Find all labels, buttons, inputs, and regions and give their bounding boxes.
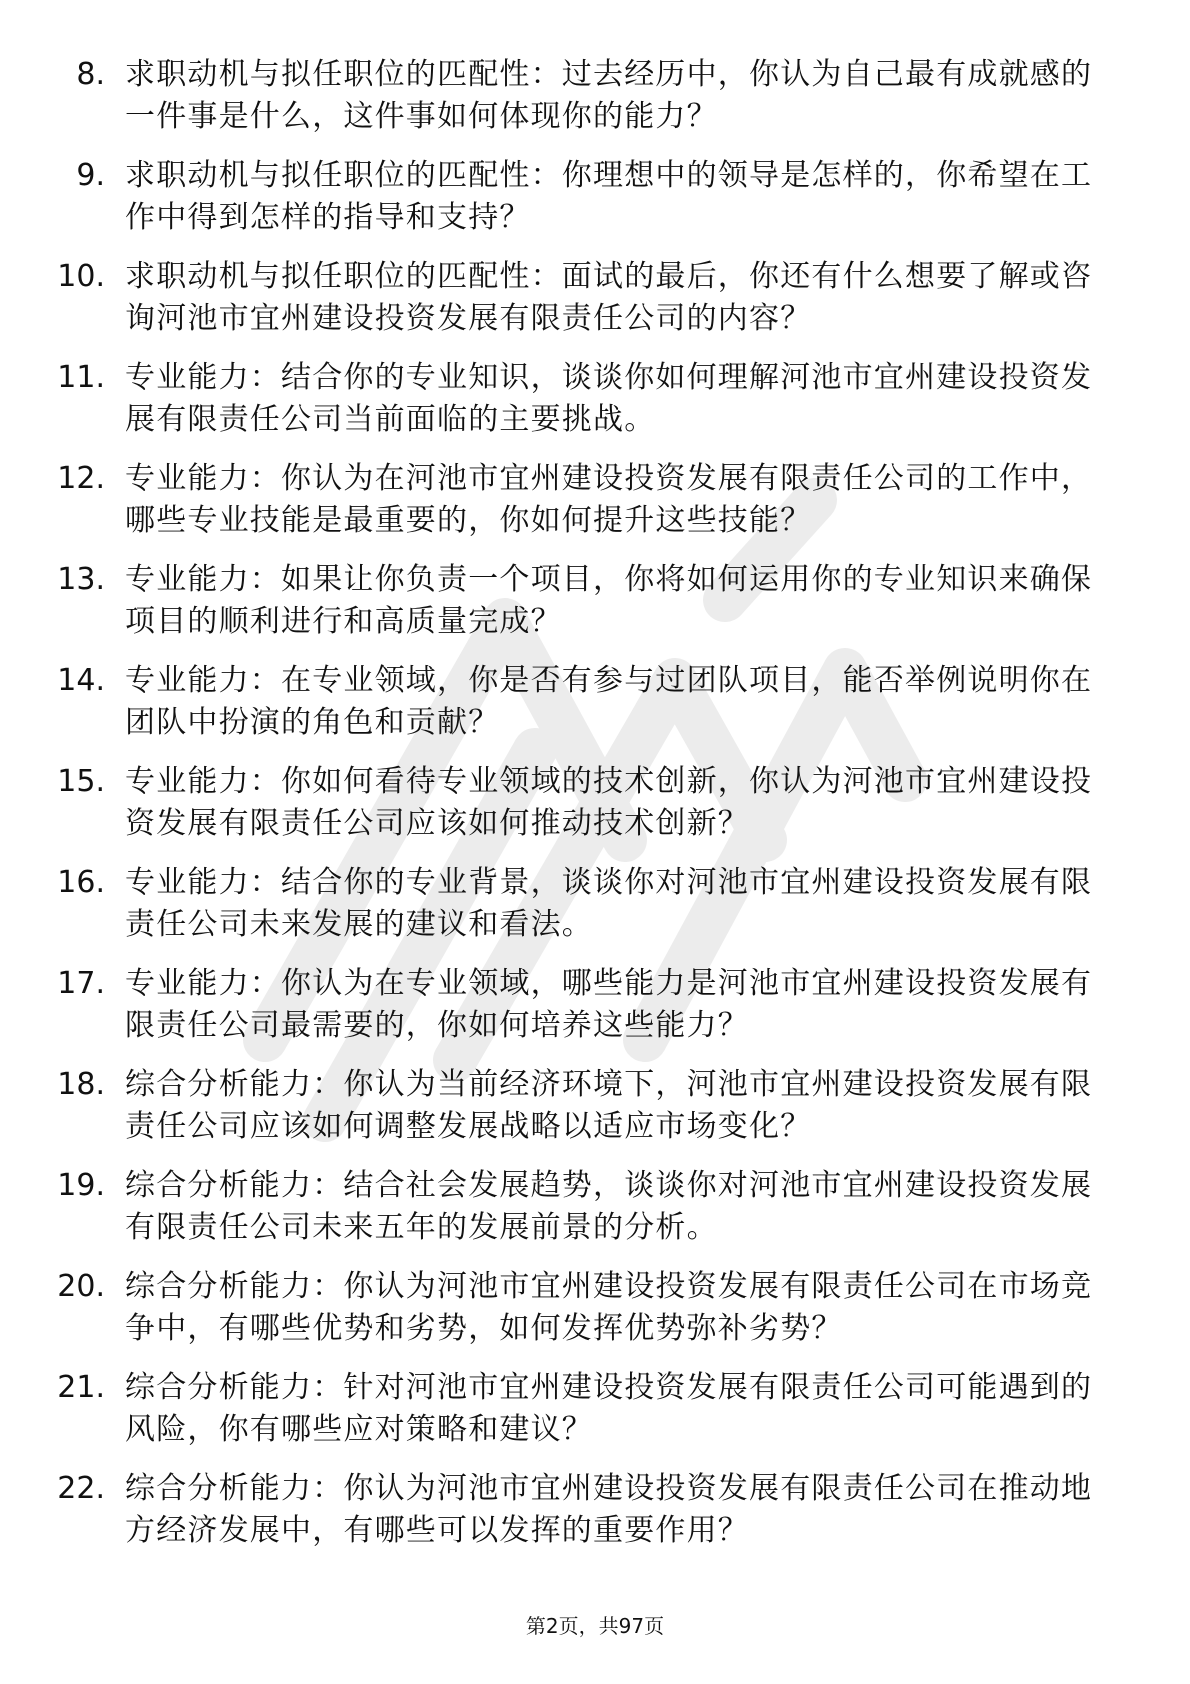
question-item	[0, 1458, 1190, 1559]
question-number: 22.	[57, 1471, 105, 1506]
question-number: 15.	[57, 764, 105, 799]
question-item	[0, 145, 1190, 246]
question-text: 综合分析能力：结合社会发展趋势，谈谈你对河池市宜州建设投资发展有限责任公司未来五年的发展前景的分析。	[125, 1168, 1093, 1245]
question-item	[0, 246, 1190, 347]
question-text: 求职动机与拟任职位的匹配性：面试的最后，你还有什么想要了解或咨询河池市宜州建设投资发展有限责任公司的内容？	[125, 259, 1093, 336]
question-item	[0, 1054, 1190, 1155]
question-number: 21.	[57, 1370, 105, 1405]
question-item	[0, 1357, 1190, 1458]
question-text: 专业能力：结合你的专业背景，谈谈你对河池市宜州建设投资发展有限责任公司未来发展的建议和看法。	[125, 865, 1093, 942]
question-text: 专业能力：如果让你负责一个项目，你将如何运用你的专业知识来确保项目的顺利进行和高质量完成？	[125, 562, 1093, 639]
question-number: 9.	[76, 158, 105, 193]
question-number: 13.	[57, 562, 105, 597]
question-text: 专业能力：在专业领域，你是否有参与过团队项目，能否举例说明你在团队中扮演的角色和贡献？	[125, 663, 1093, 740]
question-text: 专业能力：结合你的专业知识，谈谈你如何理解河池市宜州建设投资发展有限责任公司当前面临的主要挑战。	[125, 360, 1093, 437]
question-item	[0, 448, 1190, 549]
question-number: 11.	[57, 360, 105, 395]
question-number: 20.	[57, 1269, 105, 1304]
question-text: 专业能力：你认为在专业领域，哪些能力是河池市宜州建设投资发展有限责任公司最需要的，你如何培养这些能力？	[125, 966, 1093, 1043]
question-text: 综合分析能力：你认为河池市宜州建设投资发展有限责任公司在市场竞争中，有哪些优势和劣势，如何发挥优势弥补劣势？	[125, 1269, 1093, 1346]
question-item	[0, 1256, 1190, 1357]
question-number: 10.	[57, 259, 105, 294]
question-list	[0, 44, 1190, 1559]
question-item	[0, 1155, 1190, 1256]
question-number: 19.	[57, 1168, 105, 1203]
question-number: 12.	[57, 461, 105, 496]
question-item	[0, 44, 1190, 145]
question-text: 综合分析能力：你认为河池市宜州建设投资发展有限责任公司在推动地方经济发展中，有哪些可以发挥的重要作用？	[125, 1471, 1093, 1548]
question-number: 17.	[57, 966, 105, 1001]
question-item	[0, 347, 1190, 448]
question-text: 综合分析能力：你认为当前经济环境下，河池市宜州建设投资发展有限责任公司应该如何调整发展战略以适应市场变化？	[125, 1067, 1093, 1144]
question-text: 专业能力：你认为在河池市宜州建设投资发展有限责任公司的工作中，哪些专业技能是最重要的，你如何提升这些技能？	[125, 461, 1093, 538]
question-text: 综合分析能力：针对河池市宜州建设投资发展有限责任公司可能遇到的风险，你有哪些应对策略和建议？	[125, 1370, 1093, 1447]
question-item	[0, 751, 1190, 852]
question-item	[0, 953, 1190, 1054]
question-text: 专业能力：你如何看待专业领域的技术创新，你认为河池市宜州建设投资发展有限责任公司应该如何推动技术创新？	[125, 764, 1093, 841]
question-item	[0, 549, 1190, 650]
question-number: 8.	[76, 57, 105, 92]
question-text: 求职动机与拟任职位的匹配性：过去经历中，你认为自己最有成就感的一件事是什么，这件事如何体现你的能力？	[125, 57, 1093, 134]
question-text: 求职动机与拟任职位的匹配性：你理想中的领导是怎样的，你希望在工作中得到怎样的指导和支持？	[125, 158, 1093, 235]
question-number: 16.	[57, 865, 105, 900]
question-number: 18.	[57, 1067, 105, 1102]
question-number: 14.	[57, 663, 105, 698]
page-footer: 第2页，共97页	[525, 1614, 665, 1638]
question-item	[0, 852, 1190, 953]
question-item	[0, 650, 1190, 751]
